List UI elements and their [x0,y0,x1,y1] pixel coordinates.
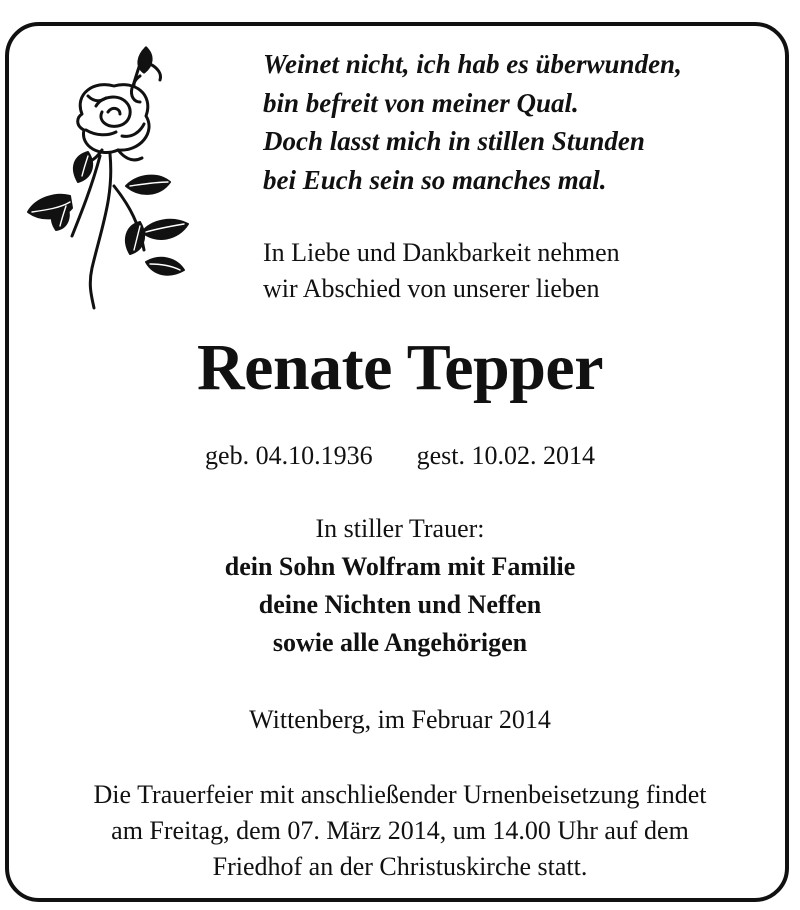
poem-line: Doch lasst mich in stillen Stunden [263,126,645,156]
service-line: Friedhof an der Christuskirche statt. [212,852,588,881]
deceased-name: Renate Tepper [197,331,603,404]
farewell-intro [263,235,783,307]
mourners-block [0,510,800,662]
intro-line: In Liebe und Dankbarkeit nehmen [263,238,620,267]
rose-icon [22,36,192,312]
birth-date: geb. 04.10.1936 [205,441,373,470]
mourner-line: deine Nichten und Neffen [258,590,542,619]
poem [263,45,783,199]
life-dates [0,440,800,472]
mourners-heading: In stiller Trauer: [315,514,485,543]
poem-line: bei Euch sein so manches mal. [263,164,607,195]
place-and-date: Wittenberg, im Februar 2014 [249,705,551,734]
mourner-line: sowie alle Angehörigen [272,628,528,657]
poem-line: bin befreit von meiner Qual. [263,87,579,118]
mourner-line: dein Sohn Wolfram mit Familie [224,552,576,581]
service-line: am Freitag, dem 07. März 2014, um 14.00 Uhr auf dem [111,816,689,845]
intro-line: wir Abschied von unserer lieben [263,274,600,303]
funeral-service-info [0,777,800,885]
death-date: gest. 10.02. 2014 [416,441,595,470]
service-line: Die Trauerfeier mit anschließender Urnenbeisetzung findet [93,780,707,809]
poem-line: Weinet nicht, ich hab es überwunden, [263,49,682,79]
